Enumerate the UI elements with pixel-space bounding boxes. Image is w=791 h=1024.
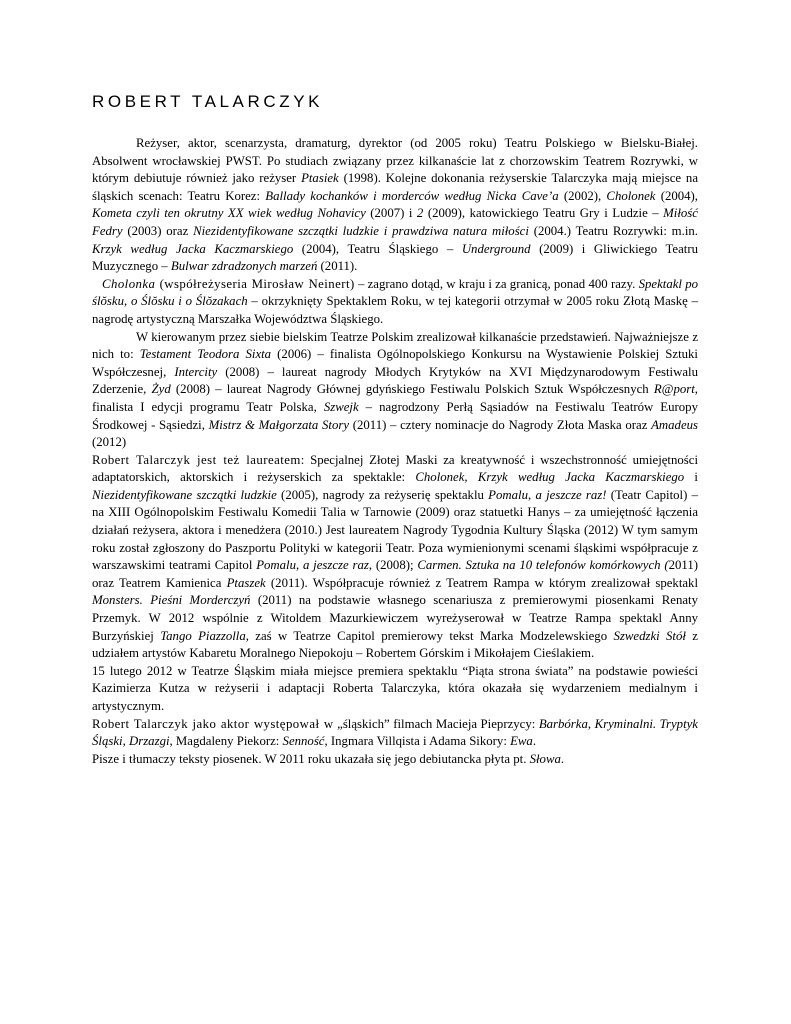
italic-title-text: Monsters. Pieśni Morderczyń	[92, 593, 251, 608]
italic-title-text: Krzyk według Jacka Kaczmarskiego	[477, 470, 685, 485]
italic-title-text: Mistrz & Małgorzata Story	[208, 417, 350, 432]
body-text: , finalista I edycji programu Teatr Polska,	[92, 382, 698, 414]
body-text: (2004),	[655, 188, 699, 203]
body-text: ,	[122, 734, 129, 749]
paragraph-piosenki	[92, 751, 698, 769]
body-text: ,	[527, 487, 536, 502]
body-text: (2011) – cztery nominacje do Nagrody Złota Maska oraz	[349, 417, 652, 432]
body-text: (2011).	[317, 259, 358, 274]
italic-title-text: Słowa	[529, 751, 561, 766]
body-text: Robert Talarczyk jest też laureatem	[92, 452, 301, 467]
paragraph-piata-strona	[92, 663, 698, 716]
body-text: (2012)	[92, 435, 127, 450]
italic-title-text: Kryminalni. Tryptyk Śląski	[92, 716, 698, 749]
italic-title-text: Spektakl po ślŏsku, o Ślŏsku i o Ślŏzakach	[92, 276, 699, 309]
paragraph-intro	[92, 135, 698, 276]
body-text: – okrzyknięty Spektaklem Roku, w tej kategorii otrzymał w 2005 roku Złotą Maskę – nagrodę artystyczną Marszałka Województwa Śląskiego.	[92, 294, 698, 326]
italic-title-text: Amadeus	[651, 417, 699, 432]
body-text: (2011). Współpracuje również z Teatrem Rampa w którym zrealizował spektakl	[265, 575, 699, 590]
italic-title-text: Intercity	[174, 364, 218, 379]
italic-title-text: Testament Teodora Sixta	[139, 347, 272, 362]
italic-title-text: Senność	[282, 734, 325, 749]
italic-title-text: a jeszcze raz!	[535, 487, 607, 502]
body-text: 2011) oraz Teatrem Kamienica	[92, 558, 698, 590]
body-text: „śląskich” filmach Macieja Pieprzycy:	[333, 716, 539, 731]
italic-title-text: Tango Piazzolla,	[160, 628, 249, 643]
body-text: ,	[587, 716, 595, 731]
body-text: (Teatr Capitol) – na XIII Ogólnopolskim Festiwalu Komedii Talia w Tarnowie (2009) oraz statuetki Hanys – za umiejętność łączenia działań reżysera, aktora i menedżera (2010.) Jest laureatem Nagrody Tygodnia Kultury Śląska (2012) W tym samym roku został zgłoszony do Paszportu Polityki w kategorii Teatr. Poza wymienionymi scenami śląskimi współpracuje z warszawskimi teatrami Capitol	[92, 487, 698, 573]
body-text: , Ingmara Villqista i Adama Sikory:	[324, 734, 511, 749]
body-text: Robert Talarczyk jako aktor występował w	[92, 716, 334, 731]
italic-title-text: Miłość Fedry	[92, 206, 698, 238]
body-text: .	[532, 734, 537, 749]
italic-title-text: Szwedzki Stół	[613, 628, 686, 643]
body-text: : Specjalnej Złotej Maski za kreatywność i wszechstronność umiejętności adaptatorskich, aktorskich i reżyserskich za spektakle:	[92, 452, 698, 485]
italic-title-text: Szwejk	[323, 399, 359, 414]
document-title: ROBERT TALARCZYK	[92, 92, 324, 111]
body-text: .	[560, 751, 565, 766]
italic-title-text: Drzazgi	[128, 734, 170, 749]
italic-title-text: Barbórka	[538, 716, 588, 731]
body-text: (2002),	[558, 188, 607, 203]
body-text: i	[684, 470, 698, 485]
italic-title-text: Krzyk według Jacka Kaczmarskiego	[92, 241, 294, 256]
italic-title-text: Ptaszek	[226, 575, 266, 590]
paragraph-teatr-polski	[92, 329, 698, 452]
italic-title-text: Cholonek	[415, 470, 465, 485]
body-text: (2009), katowickiego Teatru Gry i Ludzie –	[423, 206, 664, 221]
document-body	[92, 135, 698, 768]
italic-title-text: Carmen. Sztuka na 10 telefonów komórkowych (	[417, 558, 669, 573]
italic-title-text: Żyd	[151, 382, 171, 397]
italic-title-text: Kometa czyli ten okrutny XX wiek według Nohavicy	[92, 206, 366, 221]
body-text: (2007) i	[365, 206, 417, 221]
body-text: Reżyser, aktor, scenarzysta, dramaturg, dyrektor (od 2005 roku) Teatru Polskiego w Bielsku-Białej. Absolwent wrocławskiej PWST. Po studiach związany przez kilkanaście lat z chorzowskim Teatrem Rozrywki, w którym debiutuje również jako reżyser	[92, 136, 698, 186]
body-text: (2009) i Gliwickiego Teatru Muzycznego –	[92, 241, 698, 274]
body-text: (2008) – laureat Nagrody Głównej gdyńskiego Festiwalu Polskich Sztuk Współczesnych	[170, 382, 654, 397]
body-text: (1998). Kolejne dokonania reżyserskie Talarczyka mają miejsce na śląskich scenach: Teatru Korez:	[92, 171, 698, 203]
body-text: (2003) oraz	[122, 223, 194, 238]
body-text: , Magdaleny Piekorz:	[169, 734, 283, 749]
paragraph-laureat	[92, 452, 698, 663]
body-text: (2006) – finalista Ogólnopolskiego Konkursu na Wystawienie Polskiej Sztuki Współczesnej,	[92, 347, 698, 379]
body-text: zaś w Teatrze Capitol premierowy tekst Marka Modzelewskiego	[248, 628, 614, 643]
italic-title-text: Cholonek	[606, 188, 656, 203]
italic-title-text: Cholonka	[102, 276, 156, 291]
italic-title-text: 2	[416, 206, 424, 221]
italic-title-text: Niezidentyfikowane szczątki ludzkie i prawdziwa natura miłości	[193, 223, 529, 238]
paragraph-cholonka	[92, 276, 698, 329]
body-text: (2004.) Teatru Rozrywki: m.in.	[528, 223, 698, 238]
body-text: (2005), nagrody za reżyserię spektaklu	[276, 487, 489, 502]
body-text: – nagrodzony Perłą Sąsiadów na Festiwalu Teatrów Europy Środkowej - Sąsiedzi,	[92, 399, 698, 432]
italic-title-text: Niezidentyfikowane szczątki ludzkie	[92, 487, 277, 502]
italic-title-text: Bulwar zdradzonych marzeń	[170, 259, 318, 274]
paragraph-aktor	[92, 716, 698, 751]
body-text: z udziałem artystów Kabaretu Moralnego Niepokoju – Robertem Górskim i Mikołajem Cieślakiem.	[92, 628, 698, 661]
body-text: 15 lutego 2012 w Teatrze Śląskim miała miejsce premiera spektaklu “Piąta strona świata” na podstawie powieści Kazimierza Kutza w reżyserii i adaptacji Roberta Talarczyka, która okazała się wydarzeniem medialnym i artystycznym.	[92, 663, 698, 713]
italic-title-text: Pomalu, a jeszcze raz	[256, 558, 369, 573]
body-text: , (2008);	[368, 558, 418, 573]
body-text: Pisze i tłumaczy teksty piosenek. W 2011 roku ukazała się jego debiutancka płyta pt.	[92, 751, 530, 766]
italic-title-text: Ballady kochanków i morderców według Nicka Cave’a	[265, 188, 559, 203]
body-text: (2004), Teatru Śląskiego –	[293, 241, 462, 256]
italic-title-text: Underground	[461, 241, 531, 256]
body-text: (2011) na podstawie własnego scenariusza z premierowymi piosenkami Renaty Przemyk. W 2012 wspólnie z Witoldem Mazurkiewiczem wyreżyserował w Teatrze Rampa spektakl Anny Burzyńskiej	[92, 593, 698, 643]
italic-title-text: Ewa	[510, 734, 533, 749]
body-text: (2008) – laureat nagrody Młodych Krytyków na XVI Międzynarodowym Festiwalu Zderzenie,	[92, 364, 698, 397]
body-text: – zagrano dotąd, w kraju i za granicą, ponad 400 razy.	[354, 276, 639, 291]
body-text: (współreżyseria Mirosław Neinert)	[155, 276, 355, 291]
body-text: ,	[464, 470, 478, 485]
italic-title-text: Pomalu	[488, 487, 528, 502]
italic-title-text: Ptasiek	[301, 171, 339, 186]
body-text: W kierowanym przez siebie bielskim Teatrze Polskim zrealizował kilkanaście przedstawień. Najważniejsze z nich to:	[92, 329, 698, 362]
italic-title-text: R@port	[653, 382, 695, 397]
